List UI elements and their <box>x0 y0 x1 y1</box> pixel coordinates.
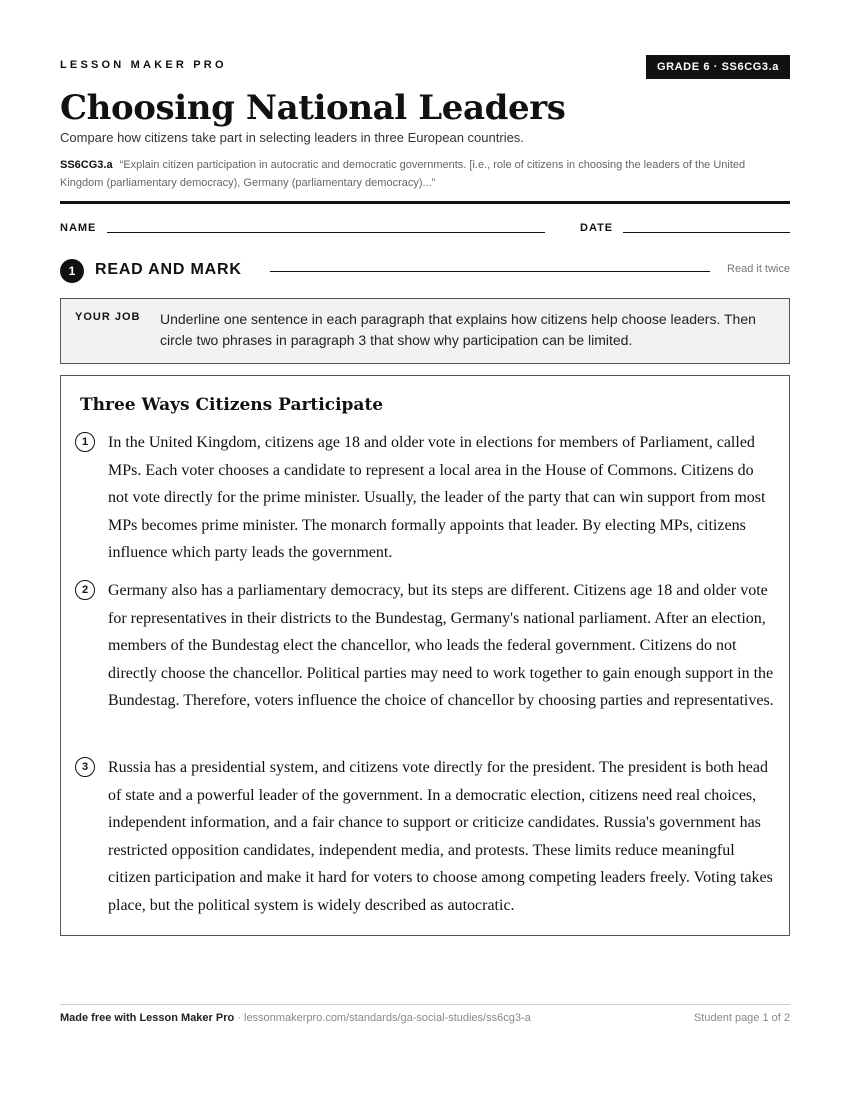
standard-description <box>60 156 790 192</box>
instructions-label: YOUR JOB <box>75 311 141 323</box>
paragraph-3 <box>75 754 775 920</box>
grade-badge: GRADE 6 · SS6CG3.a <box>646 55 790 79</box>
paragraph-2 <box>75 577 775 715</box>
name-field-line[interactable] <box>107 232 545 233</box>
student-info-row <box>60 220 790 240</box>
section-note: Read it twice <box>727 263 790 275</box>
paragraph-text: Germany also has a parliamentary democracy, but its steps are different. Citizens age 18 and older vote for representatives in their districts to the Bundestag, Germany's national parliament. After an election, members of the Bundestag elect the chancellor, who leads the federal government. Citizens do not directly choose the chancellor. Political parties may need to work together to gain enough support in the Bundestag. Therefore, voters influence the choice of chancellor by choosing parties and representatives. <box>108 582 774 710</box>
page-subtitle: Compare how citizens take part in selecting leaders in three European countries. <box>60 130 524 145</box>
standard-code: SS6CG3.a <box>60 159 113 171</box>
section-title: READ AND MARK <box>95 261 242 278</box>
footer-divider <box>60 1004 790 1005</box>
page-footer <box>60 1012 790 1024</box>
name-label: NAME <box>60 222 97 234</box>
section-divider <box>270 271 710 272</box>
paragraph-text: In the United Kingdom, citizens age 18 and older vote in elections for members of Parliament, called MPs. Each voter chooses a candidate to represent a local area in the House of Commons. Citizens do not vote directly for the prime minister. Usually, the leader of the party that can win support from most MPs becomes prime minister. The monarch formally appoints that leader. By electing MPs, citizens influence which party leads the government. <box>108 434 766 562</box>
page-title: Choosing National Leaders <box>60 88 566 128</box>
paragraph-number: 1 <box>75 432 95 452</box>
instructions-text: Underline one sentence in each paragraph that explains how citizens help choose leaders. Then circle two phrases in paragraph 3 that show why participation can be limited. <box>160 311 756 348</box>
passage-title: Three Ways Citizens Participate <box>80 395 384 415</box>
date-field-line[interactable] <box>623 232 790 233</box>
reading-passage <box>60 375 790 936</box>
footer-credit: Made free with Lesson Maker Pro <box>60 1012 235 1024</box>
section-number-badge: 1 <box>60 259 84 283</box>
standard-text: “Explain citizen participation in autocratic and democratic governments. [i.e., role of citizens in choosing the leaders of the United Kingdom (parliamentary democracy), Germany (parliamentary democracy)...” <box>60 159 746 189</box>
paragraph-number: 2 <box>75 580 95 600</box>
worksheet-page <box>60 0 790 1100</box>
footer-url[interactable]: lessonmakerpro.com/standards/ga-social-studies/ss6cg3-a <box>244 1012 531 1024</box>
date-label: DATE <box>580 222 614 234</box>
paragraph-number: 3 <box>75 757 95 777</box>
footer-separator: · <box>234 1012 244 1024</box>
paragraph-1 <box>75 429 775 567</box>
header-divider <box>60 201 790 204</box>
section-header <box>60 259 790 283</box>
paragraph-text: Russia has a presidential system, and citizens vote directly for the president. The president is both head of state and a powerful leader of the government. In a democratic election, citizens need real choices, independent information, and a fair chance to support or criticize candidates. Russia's government has restricted opposition candidates, independent media, and protests. These limits reduce meaningful citizen participation and make it hard for voters to choose among competing leaders freely. Voting takes place, but the political system is widely described as autocratic. <box>108 759 773 914</box>
top-bar <box>60 55 790 79</box>
brand-name: LESSON MAKER PRO <box>60 59 227 71</box>
instructions-box <box>60 298 790 364</box>
page-number: Student page 1 of 2 <box>693 1012 790 1024</box>
